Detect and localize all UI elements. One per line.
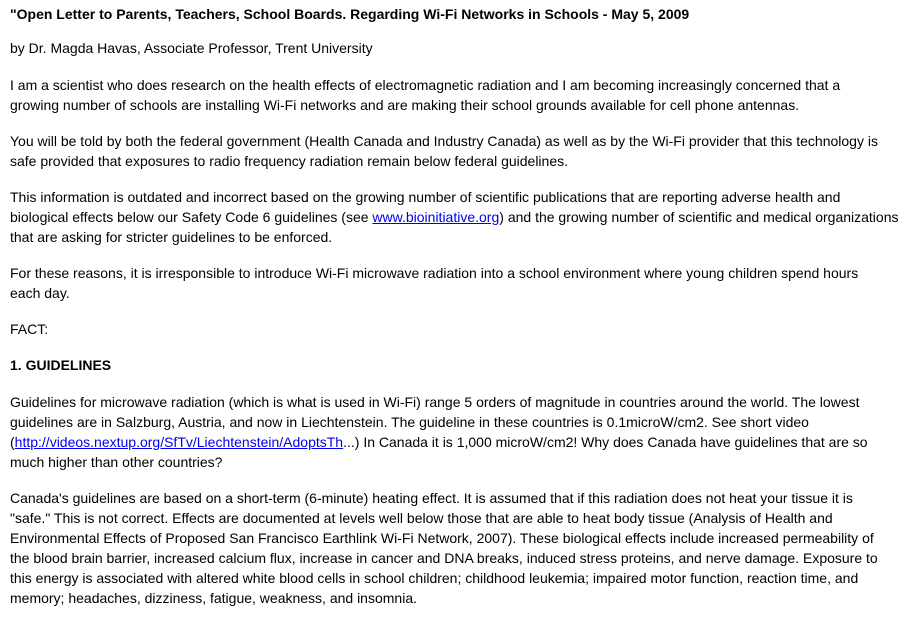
text-line: You will be told by both the federal government (Health Canada and Industry Canada) as well as by the Wi-Fi provider that this technology is: [10, 133, 878, 149]
text-line: Environmental Effects of Proposed San Francisco Earthlink Wi-Fi Network, 2007). These biological effects include increased permeability of: [10, 530, 874, 546]
text: (: [10, 434, 15, 450]
bioinitiative-link[interactable]: www.bioinitiative.org: [372, 209, 500, 225]
text-line: [10, 207, 898, 227]
paragraph-government: [10, 131, 898, 171]
text-line: Guidelines for microwave radiation (which is what is used in Wi-Fi) range 5 orders of magnitude in countries around the world. The lowest: [10, 394, 860, 410]
byline: by Dr. Magda Havas, Associate Professor, Trent University: [10, 40, 373, 56]
fact-label: FACT:: [10, 321, 49, 337]
paragraph-reasons: [10, 263, 898, 303]
paragraph-guidelines: [10, 392, 898, 472]
paragraph-outdated: [10, 187, 898, 247]
text-line: For these reasons, it is irresponsible to introduce Wi-Fi microwave radiation into a school environment where young children spend hours: [10, 265, 859, 281]
video-link[interactable]: http://videos.nextup.org/SfTv/Liechtenstein/AdoptsTh: [14, 434, 344, 450]
text-line: "safe." This is not correct. Effects are documented at levels well below those that are able to heat body tissue (Analysis of Health and: [10, 510, 833, 526]
text-line: guidelines are in Salzburg, Austria, and now in Liechtenstein. The guideline in these countries is 0.1microW/cm2. See short video: [10, 414, 809, 430]
text-line: growing number of schools are installing Wi-Fi networks and are making their school grounds available for cell phone antennas.: [10, 97, 800, 113]
text: biological effects below our Safety Code 6 guidelines (see: [10, 209, 373, 225]
text-line: safe provided that exposures to radio frequency radiation remain below federal guidelines.: [10, 153, 569, 169]
text-line: this energy is associated with altered white blood cells in school children; childhood leukemia; impaired motor function, reaction time, and: [10, 570, 859, 586]
text-line: This information is outdated and incorrect based on the growing number of scientific publications that are reporting adverse health and: [10, 189, 841, 205]
text-line: memory; headaches, dizziness, fatigue, weakness, and insomnia.: [10, 590, 417, 606]
section-heading-guidelines: 1. GUIDELINES: [10, 357, 112, 373]
text-line: Canada's guidelines are based on a short-term (6-minute) heating effect. It is assumed that if this radiation does not heat your tissue it is: [10, 490, 853, 506]
text-line: the blood brain barrier, increased calcium flux, increase in cancer and DNA breaks, induced stress proteins, and nerve damage. Exposure to: [10, 550, 878, 566]
text-line: that are asking for stricter guidelines to be enforced.: [10, 229, 333, 245]
text-line: each day.: [10, 285, 70, 301]
paragraph-intro: [10, 75, 898, 115]
letter-title: "Open Letter to Parents, Teachers, School Boards. Regarding Wi-Fi Networks in Schools - May 5, 2009: [10, 6, 690, 22]
text: ...) In Canada it is 1,000 microW/cm2! Why does Canada have guidelines that are so: [343, 434, 868, 450]
paragraph-heating-effect: [10, 488, 898, 608]
text-line: I am a scientist who does research on the health effects of electromagnetic radiation and I am becoming increasingly concerned that a: [10, 77, 841, 93]
text: ) and the growing number of scientific and medical organizations: [499, 209, 899, 225]
text-line: [10, 432, 898, 452]
text-line: much higher than other countries?: [10, 454, 223, 470]
document: [10, 4, 898, 624]
